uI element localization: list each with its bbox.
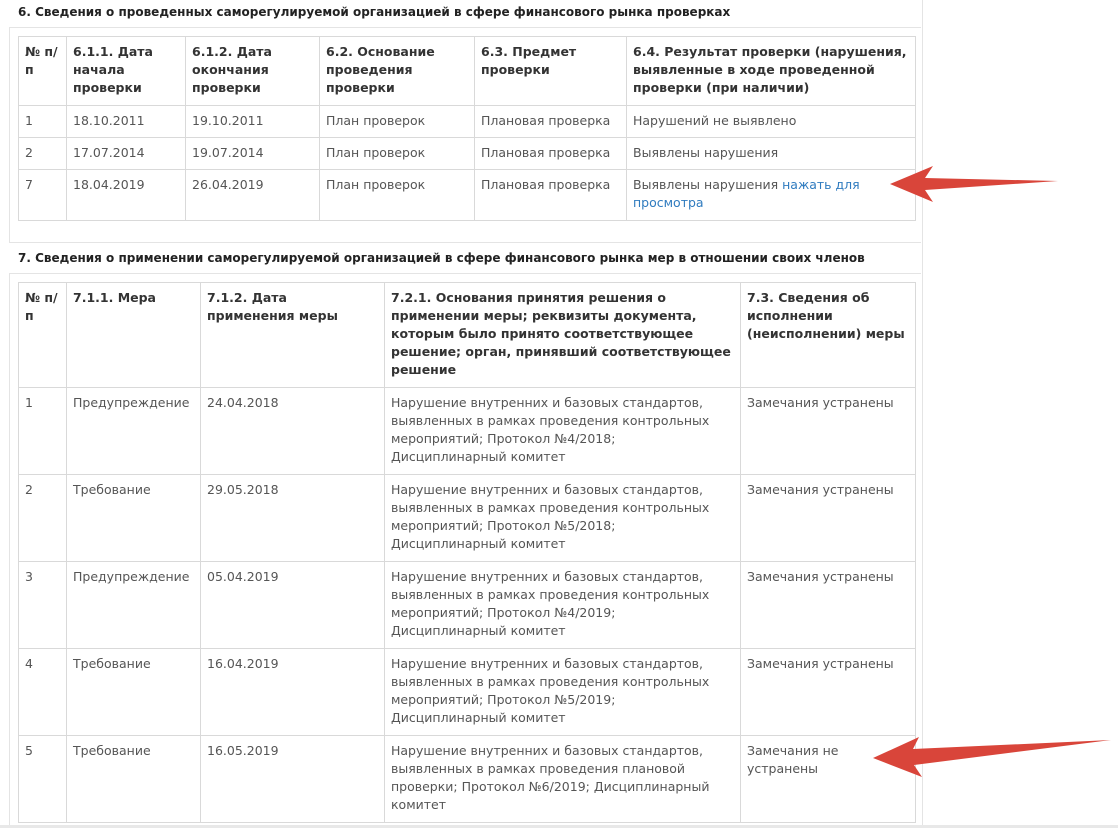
cell-basis: Нарушение внутренних и базовых стандартов, выявленных в рамках проведения контрольных мероприятий; Протокол №5/2019; Дисциплинарный комитет (385, 649, 741, 736)
inspections-table (18, 36, 916, 221)
cell-date: 05.04.2019 (201, 562, 385, 649)
table-row (19, 736, 916, 823)
cell-status: Замечания устранены (741, 649, 916, 736)
column-header-number: № п/п (19, 37, 67, 106)
cell-number: 7 (19, 170, 67, 221)
table-row (19, 649, 916, 736)
cell-status: Замечания устранены (741, 388, 916, 475)
cell-basis: План проверок (320, 138, 475, 170)
cell-start-date: 17.07.2014 (67, 138, 186, 170)
cell-basis: План проверок (320, 170, 475, 221)
table-header-row (19, 283, 916, 388)
cell-end-date: 26.04.2019 (186, 170, 320, 221)
cell-end-date: 19.07.2014 (186, 138, 320, 170)
cell-result (627, 170, 916, 221)
column-header-end-date: 6.1.2. Дата окончания проверки (186, 37, 320, 106)
result-text: Выявлены нарушения (633, 177, 779, 192)
cell-number: 4 (19, 649, 67, 736)
cell-result: Выявлены нарушения (627, 138, 916, 170)
column-header-status: 7.3. Сведения об исполнении (неисполнении) меры (741, 283, 916, 388)
cell-measure: Предупреждение (67, 562, 201, 649)
table-header-row (19, 37, 916, 106)
cell-measure: Требование (67, 736, 201, 823)
cell-date: 29.05.2018 (201, 475, 385, 562)
column-header-date: 7.1.2. Дата применения меры (201, 283, 385, 388)
cell-status: Замечания не устранены (741, 736, 916, 823)
cell-basis: План проверок (320, 106, 475, 138)
cell-measure: Требование (67, 649, 201, 736)
view-details-link[interactable]: нажать для просмотра (633, 177, 860, 210)
cell-number: 1 (19, 106, 67, 138)
column-header-basis: 6.2. Основание проведения проверки (320, 37, 475, 106)
cell-subject: Плановая проверка (475, 106, 627, 138)
cell-result: Нарушений не выявлено (627, 106, 916, 138)
cell-number: 2 (19, 475, 67, 562)
cell-subject: Плановая проверка (475, 170, 627, 221)
section-7-title: 7. Сведения о применении саморегулируемой организацией в сфере финансового рынка мер в отношении своих членов (9, 242, 921, 274)
cell-date: 16.04.2019 (201, 649, 385, 736)
cell-status: Замечания устранены (741, 475, 916, 562)
cell-date: 24.04.2018 (201, 388, 385, 475)
measures-table (18, 282, 916, 823)
cell-number: 2 (19, 138, 67, 170)
table-row (19, 170, 916, 221)
cell-start-date: 18.04.2019 (67, 170, 186, 221)
cell-date: 16.05.2019 (201, 736, 385, 823)
cell-end-date: 19.10.2011 (186, 106, 320, 138)
table-row (19, 562, 916, 649)
cell-basis: Нарушение внутренних и базовых стандартов, выявленных в рамках проведения контрольных мероприятий; Протокол №4/2018; Дисциплинарный комитет (385, 388, 741, 475)
cell-basis: Нарушение внутренних и базовых стандартов, выявленных в рамках проведения контрольных мероприятий; Протокол №4/2019; Дисциплинарный комитет (385, 562, 741, 649)
cell-status: Замечания устранены (741, 562, 916, 649)
column-header-basis: 7.2.1. Основания принятия решения о применении меры; реквизиты документа, которым было принято соответствующее решение; орган, принявший соответствующее решение (385, 283, 741, 388)
cell-number: 3 (19, 562, 67, 649)
cell-number: 1 (19, 388, 67, 475)
cell-basis: Нарушение внутренних и базовых стандартов, выявленных в рамках проведения плановой проверки; Протокол №6/2019; Дисциплинарный комитет (385, 736, 741, 823)
section-6-title: 6. Сведения о проведенных саморегулируемой организацией в сфере финансового рынка проверках (9, 0, 921, 28)
cell-basis: Нарушение внутренних и базовых стандартов, выявленных в рамках проведения контрольных мероприятий; Протокол №5/2018; Дисциплинарный комитет (385, 475, 741, 562)
column-header-number: № п/п (19, 283, 67, 388)
table-row (19, 138, 916, 170)
cell-number: 5 (19, 736, 67, 823)
table-row (19, 475, 916, 562)
cell-measure: Предупреждение (67, 388, 201, 475)
column-header-subject: 6.3. Предмет проверки (475, 37, 627, 106)
cell-measure: Требование (67, 475, 201, 562)
column-header-measure: 7.1.1. Мера (67, 283, 201, 388)
cell-subject: Плановая проверка (475, 138, 627, 170)
table-row (19, 388, 916, 475)
column-header-start-date: 6.1.1. Дата начала проверки (67, 37, 186, 106)
table-row (19, 106, 916, 138)
cell-start-date: 18.10.2011 (67, 106, 186, 138)
column-header-result: 6.4. Результат проверки (нарушения, выявленные в ходе проведенной проверки (при наличии) (627, 37, 916, 106)
